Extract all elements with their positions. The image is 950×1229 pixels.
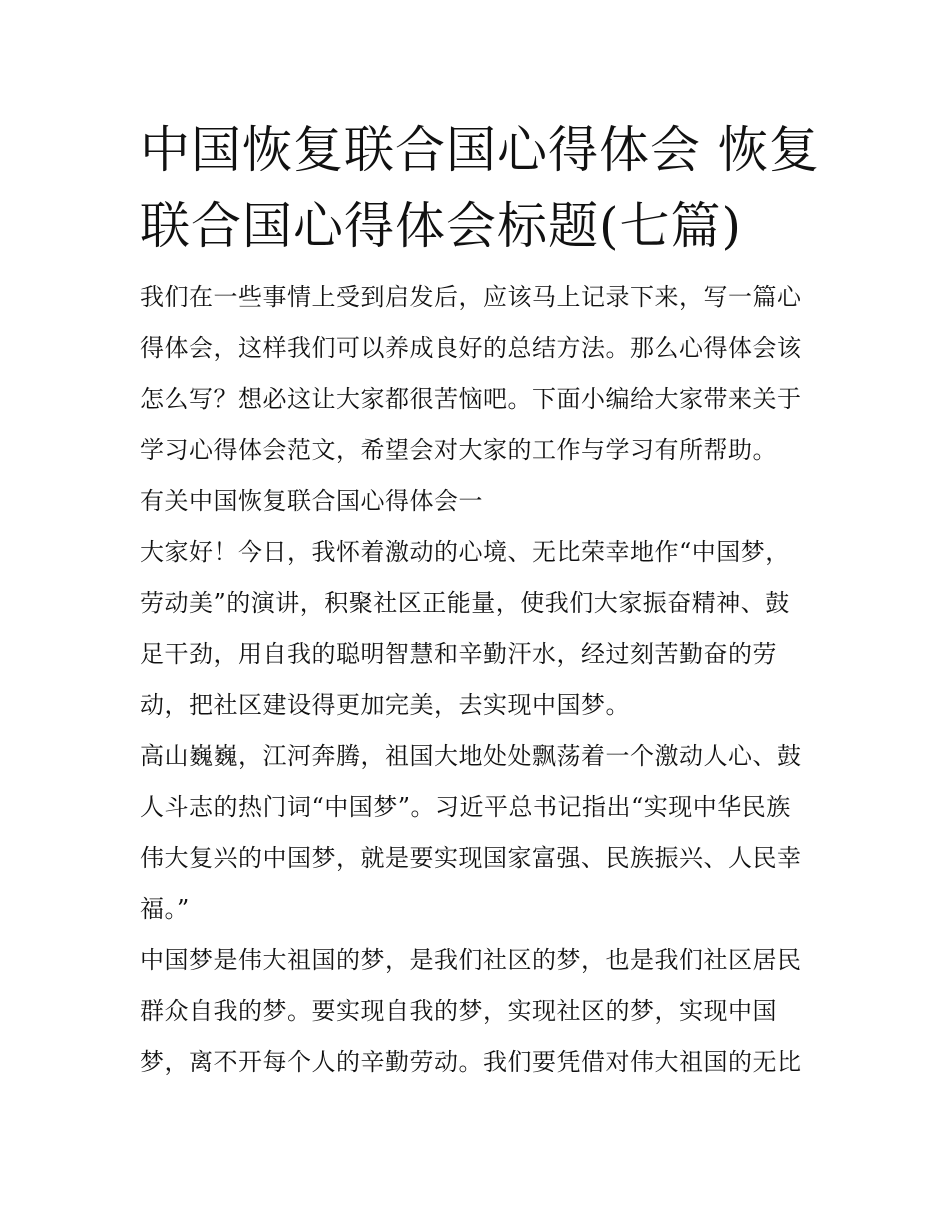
section-heading: 有关中国恢复联合国心得体会一 — [140, 487, 483, 515]
body-line: 劳动美”的演讲，积聚社区正能量，使我们大家振奋精神、鼓 — [140, 589, 790, 617]
body-line: 群众自我的梦。要实现自我的梦，实现社区的梦，实现中国 — [140, 997, 777, 1025]
body-line: 我们在一些事情上受到启发后，应该马上记录下来，写一篇心 — [140, 283, 802, 311]
body-line: 伟大复兴的中国梦，就是要实现国家富强、民族振兴、人民幸 — [140, 844, 802, 872]
body-line: 怎么写？想必这让大家都很苦恼吧。下面小编给大家带来关于 — [140, 385, 802, 413]
body-line: 高山巍巍，江河奔腾，祖国大地处处飘荡着一个激动人心、鼓 — [140, 742, 802, 770]
body-line: 学习心得体会范文，希望会对大家的工作与学习有所帮助。 — [140, 436, 777, 464]
document-page — [140, 112, 820, 1088]
title-line: 中国恢复联合国心得体会 恢复 — [140, 121, 820, 179]
body-line: 梦，离不开每个人的辛勤劳动。我们要凭借对伟大祖国的无比 — [140, 1048, 802, 1076]
document-title — [140, 112, 820, 264]
body-line: 足干劲，用自我的聪明智慧和辛勤汗水，经过刻苦勤奋的劳 — [140, 640, 777, 668]
body-line: 动，把社区建设得更加完美，去实现中国梦。 — [140, 691, 630, 719]
body-line: 福。” — [140, 895, 190, 923]
body-line: 大家好！今日，我怀着激动的心境、无比荣幸地作“中国梦， — [140, 538, 790, 566]
body-line: 人斗志的热门词“中国梦”。习近平总书记指出“实现中华民族 — [140, 793, 791, 821]
document-body — [140, 272, 820, 1088]
title-line: 联合国心得体会标题(七篇) — [140, 197, 743, 255]
body-line: 得体会，这样我们可以养成良好的总结方法。那么心得体会该 — [140, 334, 802, 362]
body-line: 中国梦是伟大祖国的梦，是我们社区的梦，也是我们社区居民 — [140, 946, 802, 974]
